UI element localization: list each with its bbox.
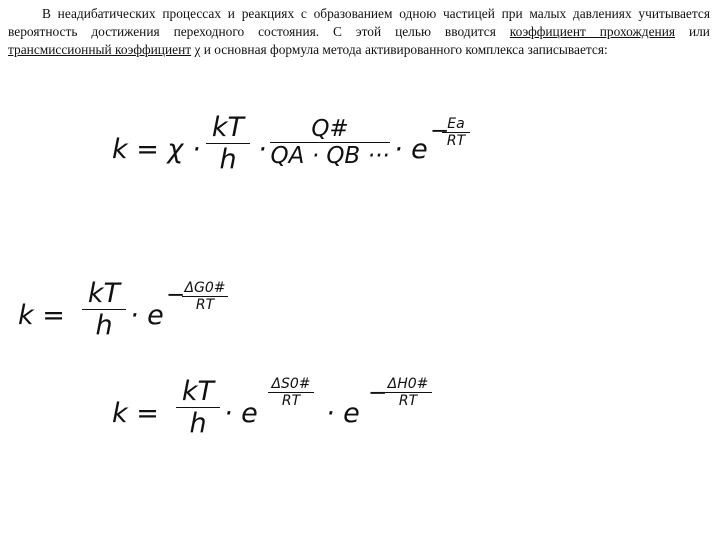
paragraph-text-1: В неадибатических процессах и реакциях с образованием одною частицей при малых давлениях учитывается вероятность достижения переходного состояния. С этой целью вводится <box>8 6 710 39</box>
formula3-exp1-numerator: ΔS0# <box>271 376 311 392</box>
term-transmission-link[interactable]: коэффициент прохождения <box>509 24 676 39</box>
formula1-frac1-denominator: h <box>219 144 237 175</box>
formula3-exp2-numerator: ΔH0# <box>387 376 429 392</box>
body-paragraph <box>8 5 710 59</box>
formula1-dot: · <box>258 134 267 165</box>
formula2-exponent <box>182 280 228 313</box>
formula1-exp-numerator: Ea <box>447 116 465 132</box>
formula2-fraction-kt-h <box>82 278 126 341</box>
formula3-exponent2 <box>384 376 432 409</box>
term-transmission-coefficient-link[interactable]: трансмиссионный коэффициент <box>8 42 192 57</box>
formula3-exp1-base: · e <box>224 398 258 429</box>
formula-gibbs <box>18 276 248 356</box>
formula3-exp2-sign: − <box>368 380 388 406</box>
formula3-exp2-denominator: RT <box>398 393 418 409</box>
formula2-exp-denominator: RT <box>195 297 215 313</box>
formula1-exp-denominator: RT <box>446 133 466 149</box>
formula1-fraction-partition <box>270 116 390 169</box>
formula3-lhs: k = <box>112 398 159 429</box>
formula2-exp-numerator: ΔG0# <box>184 280 226 296</box>
formula-entropy-enthalpy <box>112 372 462 452</box>
formula1-frac2-denominator: QA · QB ··· <box>270 143 390 169</box>
formula1-lhs: k = χ · <box>112 134 201 165</box>
paragraph-text-2: или <box>675 24 710 39</box>
formula3-exp1-denominator: RT <box>281 393 301 409</box>
formula2-frac-numerator: kT <box>87 278 121 309</box>
formula3-exp2-base: · e <box>326 398 360 429</box>
formula-activated-complex <box>112 112 472 192</box>
formula1-frac1-numerator: kT <box>211 112 245 143</box>
formula3-exponent1 <box>268 376 314 409</box>
formula3-fraction-kt-h <box>176 376 220 439</box>
formula1-frac2-numerator: Q# <box>311 116 349 142</box>
formula2-frac-denominator: h <box>95 310 113 341</box>
paragraph-text-3: χ и основная формула метода активированного комплекса записывается: <box>191 42 608 57</box>
formula2-exp-sign: − <box>166 282 186 308</box>
formula1-exp-sign: − <box>430 118 450 144</box>
formula3-frac-numerator: kT <box>181 376 215 407</box>
formula1-fraction-kt-h <box>206 112 250 175</box>
formula2-lhs: k = <box>18 300 65 331</box>
formula1-exp-base: · e <box>394 134 428 165</box>
formula3-frac-denominator: h <box>189 408 207 439</box>
formula1-exponent <box>442 116 470 149</box>
formula2-exp-base: · e <box>130 300 164 331</box>
